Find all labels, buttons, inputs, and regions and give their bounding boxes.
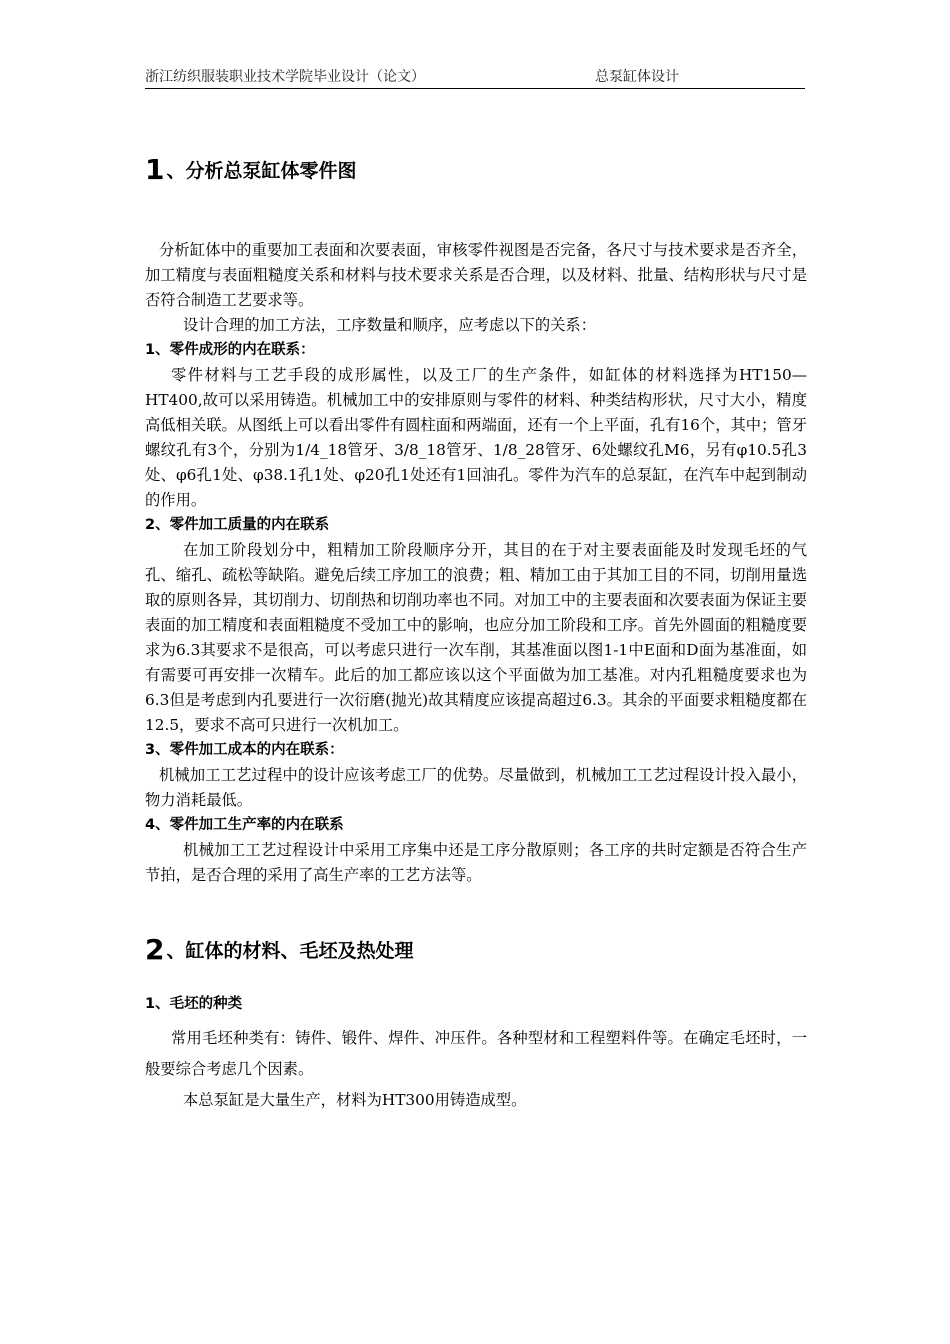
section2-number: 2 [145,933,165,966]
header-school: 浙江纺织服装职业技术学院毕业设计（论文） [145,69,425,85]
section2-title: 、缸体的材料、毛坯及热处理 [166,940,414,962]
section2-sub1-title: 1、毛坯的种类 [145,996,243,1012]
page-header [145,64,805,89]
section1-number: 1 [145,153,165,186]
page-content [145,150,807,1116]
sub1-text: 零件材料与工艺手段的成形属性，以及工厂的生产条件，如缸体的材料选择为HT150—HT400,故可以采用铸造。机械加工中的安排原则与零件的材料、种类结构形状，尺寸大小，精度高低相关联。从图纸上可以看出零件有圆柱面和两端面，还有一个上平面，孔有16个，其中；管牙螺纹孔有3个，分别为1/4_18管牙、3/8_18管牙、1/8_28管牙、6处螺纹孔M6，另有φ10.5孔3处、φ6孔1处、φ38.1孔1处、φ20孔1处还有1回油孔。零件为汽车的总泵缸，在汽车中起到制动的作用。 [145,366,807,509]
section2-text1: 常用毛坯种类有：铸件、锻件、焊件、冲压件。各种型材和工程塑料件等。在确定毛坯时，一般要综合考虑几个因素。 [145,1029,807,1078]
sub2-title: 2、零件加工质量的内在联系 [145,517,330,533]
sub3-title: 3、零件加工成本的内在联系： [145,742,344,758]
sub4-title: 4、零件加工生产率的内在联系 [145,817,344,833]
section1-title: 、分析总泵缸体零件图 [166,160,357,182]
section2-text2: 本总泵缸是大量生产，材料为HT300用铸造成型。 [183,1091,527,1109]
section2-heading [145,930,807,970]
section1-intro: 分析缸体中的重要加工表面和次要表面，审核零件视图是否完备，各尺寸与技术要求是否齐全，加工精度与表面粗糙度关系和材料与技术要求关系是否合理，以及材料、批量、结构形状与尺寸是否符合制造工艺要求等。 [145,241,807,309]
sub1-title: 1、零件成形的内在联系： [145,342,315,358]
sub3-text: 机械加工工艺过程中的设计应该考虑工厂的优势。尽量做到，机械加工工艺过程设计投入最小，物力消耗最低。 [145,766,807,809]
section1-intro2: 设计合理的加工方法，工序数量和顺序，应考虑以下的关系： [183,316,597,334]
section1-heading [145,150,807,190]
sub4-text: 机械加工工艺过程设计中采用工序集中还是工序分散原则；各工序的共时定额是否符合生产节拍，是否合理的采用了高生产率的工艺方法等。 [145,841,807,884]
header-title: 总泵缸体设计 [595,69,679,85]
sub2-text: 在加工阶段划分中，粗精加工阶段顺序分开，其目的在于对主要表面能及时发现毛坯的气孔、缩孔、疏松等缺陷。避免后续工序加工的浪费；粗、精加工由于其加工目的不同，切削用量选取的原则各异，其切削力、切削热和切削功率也不同。对加工中的主要表面和次要表面为保证主要表面的加工精度和表面粗糙度不受加工中的影响，也应分加工阶段和工序。首先外圆面的粗糙度要求为6.3其要求不是很高，可以考虑只进行一次车削，其基准面以图1-1中E面和D面为基准面，如有需要可再安排一次精车。此后的加工都应该以这个平面做为加工基准。对内孔粗糙度要求也为6.3但是考虑到内孔要进行一次衍磨(抛光)故其精度应该提高超过6.3。其余的平面要求粗糙度都在12.5，要求不高可只进行一次机加工。 [145,541,807,734]
